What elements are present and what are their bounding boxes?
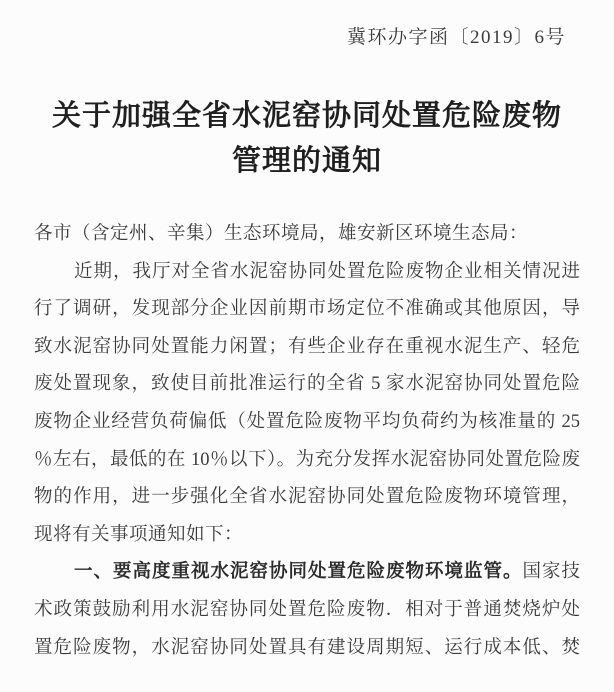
- document-title-line2: 管理的通知: [231, 145, 382, 177]
- document-title-line1: 关于加强全省水泥窑协同处置危险废物: [51, 100, 562, 132]
- body-line-bold-text: 一、要高度重视水泥窑协同处置危险废物环境监管。: [74, 562, 523, 583]
- body-line: ％左右，最低的在 10％以下）。为充分发挥水泥窑协同处置危险废: [34, 449, 580, 470]
- document-title: [0, 94, 614, 184]
- body-line: 现将有关事项通知如下：: [34, 524, 244, 545]
- body-line: 术政策鼓励利用水泥窑协同处置危险废物．相对于普通焚烧炉处: [34, 599, 580, 620]
- body-line: 置危险废物，水泥窑协同处置具有建设周期短、运行成本低、焚: [34, 637, 580, 658]
- body-line: 物的作用，进一步强化全省水泥窑协同处置危险废物环境管理，: [34, 487, 580, 508]
- body-line: 废物企业经营负荷偏低（处置危险废物平均负荷约为核准量的 25: [34, 411, 580, 432]
- body-line: 各市（含定州、辛集）生态环境局，雄安新区环境生态局：: [34, 224, 529, 244]
- body-line: 近期，我厅对全省水泥窑协同处置危险废物企业相关情况进: [74, 261, 580, 282]
- body-line: 废处置现象，致使目前批准运行的全省 5 家水泥窑协同处置危险: [34, 374, 580, 395]
- body-line: 一、要高度重视水泥窑协同处置危险废物环境监管。国家技: [74, 562, 580, 583]
- document-number: 冀环办字函〔2019〕6号: [346, 27, 566, 48]
- document-body: [34, 216, 580, 667]
- body-line: 行了调研，发现部分企业因前期市场定位不准确或其他原因，导: [34, 299, 580, 320]
- body-line: 致水泥窑协同处置能力闲置；有些企业存在重视水泥生产、轻危: [34, 336, 580, 357]
